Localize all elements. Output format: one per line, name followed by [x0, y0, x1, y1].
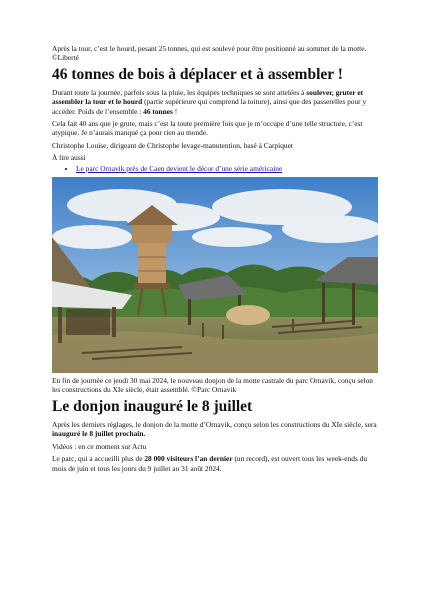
bold-text: 28 000 visiteurs l’an dernier — [144, 454, 233, 464]
list-item — [76, 164, 378, 173]
article — [52, 44, 378, 473]
bold-text: inauguré le 8 juillet prochain. — [52, 429, 146, 439]
read-also-link[interactable]: Le parc Ornavik près de Caen devient le décor d’une série américaine — [76, 163, 283, 173]
read-also-list — [52, 164, 378, 173]
quote-attribution: Christophe Louise, dirigeant de Christophe levage-manutention, basé à Carpiquet — [52, 140, 293, 150]
text: (partie supérieure qui comprend la toiture), ainsi que des passerelles pour y accéder. Poids de l’ensemble : — [52, 97, 367, 116]
heading-46-tonnes: 46 tonnes de bois à déplacer et à assembler ! — [52, 65, 343, 83]
heading-inauguration: Le donjon inauguré le 8 juillet — [52, 397, 253, 415]
text: ! — [172, 106, 178, 116]
paragraph-lifting — [52, 88, 378, 116]
quote: Cela fait 40 ans que je grute, mais c’est la toute première fois que je m’occupe d’une telle structure, c’est atypique. Je n’aurais manqué ça pour rien au monde. — [52, 119, 363, 138]
ornavik-donjon-photo — [52, 177, 378, 373]
text: (un record), est ouvert tous les week-ends du mois de juin et tous les jours du 9 juillet au 31 août 2024. — [52, 454, 368, 473]
read-also-label: À lire aussi — [52, 153, 86, 163]
paragraph-inauguration — [52, 420, 378, 439]
bold-text: soulever, gruter et assembler la tour et le hourd — [52, 87, 364, 107]
text: Durant toute la journée, parfois sous la pluie, les équipes techniques se sont attelées à — [52, 87, 307, 97]
photo-illustration — [52, 177, 378, 373]
paragraph-visitors — [52, 454, 378, 473]
bold-text: 46 tonnes — [143, 106, 173, 116]
text: Après les derniers réglages, le donjon de la motte d’Ornavik, conçu selon les constructions du XIe siècle, sera — [52, 419, 377, 429]
videos-line: Vidéos : en ce moment sur Actu — [52, 441, 147, 451]
intro-caption: Après la tour, c’est le hourd, pesant 25 tonnes, qui est soulevé pour être positionné au sommet de la motte. ©Liberté — [52, 44, 367, 63]
photo-caption: En fin de journée ce jeudi 30 mai 2024, le nouveau donjon de la motte castrale du parc Ornavik, conçu selon les constructions du XIe siècle, était assemblé. ©Parc Ornavik — [52, 376, 373, 395]
text: Le parc, qui a accueilli plus de — [52, 454, 145, 464]
